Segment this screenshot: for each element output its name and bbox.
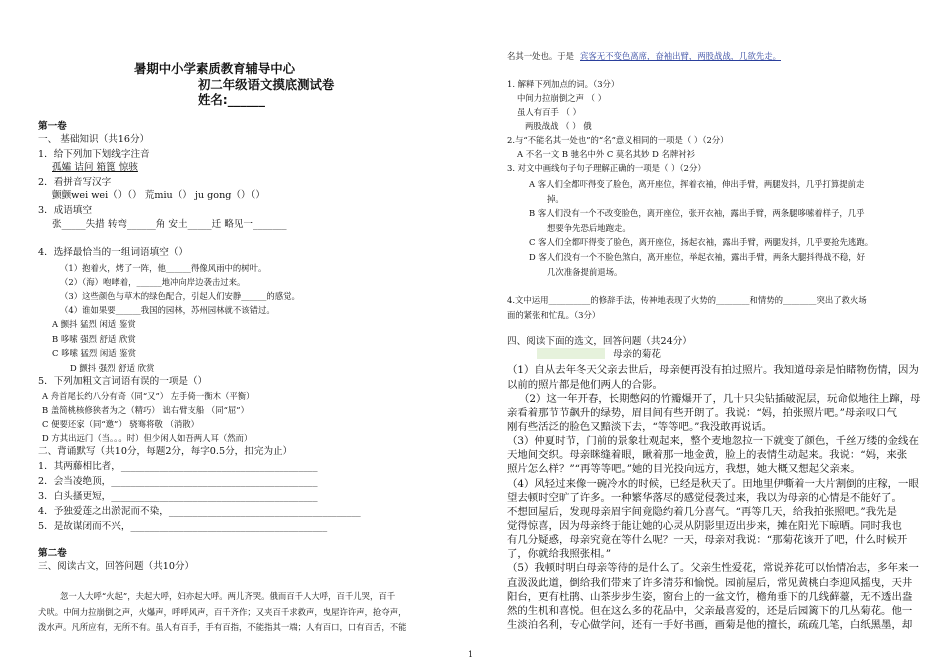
left-text-line: 3．成语填空	[38, 205, 93, 216]
left-text-line: 孤孀 诘问 箱篦 惊骇	[52, 162, 138, 173]
left-text-line: D 颤抖 强烈 舒适 欣赏	[70, 363, 155, 373]
right-text-line: 了，你就给我照张相。”	[507, 548, 612, 560]
right-text-line: 母亲的菊花	[613, 349, 661, 360]
left-text-line: 第二卷	[38, 548, 67, 559]
left-text-line: （1）抱着火，烤了一阵，他______得像风雨中的树叶。	[60, 263, 267, 273]
right-text-line: 两股战战 （ ） 俄	[525, 121, 592, 131]
right-text-line: （1）自从去年冬天父亲去世后，母亲便再没有拍过照片。我知道母亲是怕睹物伤情，因为	[507, 364, 919, 376]
right-text-line: 天地间交织。母亲眯缝着眼，瞅着那一地金黄，脸上的表情生动起来。我说：“妈，来张	[507, 449, 908, 461]
right-text-line: 以前的照片都是他们两人的合影。	[507, 379, 663, 391]
title-highlight	[537, 348, 605, 359]
left-text-line: 一、 基础知识（共16分）	[38, 134, 150, 145]
left-text-line: 二、背诵默写（共10分，每题2分，每字0.5分，扣完为止）	[38, 446, 293, 457]
left-text-line: 姓名:______	[198, 92, 265, 107]
page-number: 1	[468, 650, 474, 659]
left-text-line: 忽一人大呼“火起”，夫起大呼，妇亦起大呼。两儿齐哭。俄而百千人大呼，百千儿哭，百千	[60, 591, 396, 601]
left-text-line: B 盖简桃核修狭者为之（精巧） 诎右臂支船 （同“屈”）	[42, 405, 249, 415]
left-text-line: （4）谁如果要______我国的园林，苏州园林就不该错过。	[60, 305, 275, 315]
left-text-line: 4．选择最恰当的一组词语填空（）	[38, 247, 189, 258]
right-text-line: 想要争先恐后地跑走。	[547, 223, 631, 233]
left-text-line: A 颤抖 猛烈 闲适 鉴赏	[52, 319, 136, 329]
left-text-line: 1．给下列加下划线字注音	[38, 149, 150, 160]
left-text-line: 张_____失措 转弯______角 安土_____迁 略见一_______	[52, 219, 287, 230]
left-text-line: 5．下列加粗文言词语有误的一项是（）	[38, 376, 208, 387]
right-text-line: （3）仲夏时节，门前的景象壮观起来，整个麦地忽拉一下就变了颜色，千丝万缕的金线在	[507, 435, 919, 447]
left-text-line: 2．看拼音写汉字	[38, 177, 112, 188]
left-text-line: 1．其两藤相比者，_________________________________________	[38, 461, 318, 472]
right-text-line: 然的生机和喜悦。但在这么多的花品中，父亲最喜爱的，还是后园篱下的几丛菊花。他一	[507, 605, 913, 617]
right-text-line: 1. 解释下列加点的词。（3分）	[507, 79, 620, 89]
right-text-line: 宾客无不变色离席，奋袖出臂，两股战战，几欲先走。	[580, 51, 781, 61]
left-text-line: C 便要还家（同“邀”） 骁骞将敬 （消散）	[42, 419, 199, 429]
right-text-line: 3. 对文中画线句子句子理解正确的一项是（ ）（2分）	[507, 163, 706, 173]
right-text-line: 觉得惊喜，因为母亲终于能让她的心灵从阴影里迈出步来，摊在阳光下晾晒。同时我也	[507, 520, 902, 532]
left-text-line: 3．白头搔更短，___________________________________________	[38, 491, 318, 502]
left-text-line: （3）这些颜色与草木的绿色配合，引起人们安静______的感觉。	[60, 291, 300, 301]
left-text-line: 泼水声。凡所应有，无所不有。虽人有百手，手有百指，不能指其一端；人有百口，口有百舌，不能	[38, 622, 407, 632]
right-text-line: 2.与“不能名其一处也”的“名”意义相同的一项是（ ）（2分）	[507, 135, 729, 145]
right-text-line: A 不名一文 B 驰名中外 C 莫名其妙 D 名牌衬衫	[517, 149, 695, 159]
left-text-line: 2．会当凌绝顶，___________________________________________	[38, 476, 318, 487]
right-text-line: 不想回屋后，发现母亲眉宇间竟隐约着几分喜气。“再等几天，给我拍张照吧。”我先是	[507, 506, 897, 518]
right-text-line: C 客人们全都吓得变了脸色，离开座位，扬起衣袖，露出手臂，两腿发抖，几乎要抢先逃跑。	[529, 237, 874, 247]
right-text-line: 虽人有百手 （ ）	[517, 107, 581, 117]
right-text-line: （2）这一年开春，长期憋闷的竹瓣爆开了，几十只尖钻插破泥层，玩命似地往上蹿，母	[519, 393, 921, 405]
right-text-line: D 客人们没有一个不脸色煞白，离开座位，举起衣袖，露出手臂，两条大腿抖得战不稳，好	[529, 252, 865, 262]
left-text-line: 5．是故谋闭而不兴，_________________________________________	[38, 521, 328, 532]
right-text-line: B 客人们没有一个不改变脸色，离开座位，张开衣袖，露出手臂，两条腿哆嗦着样子，几乎	[529, 208, 865, 218]
right-text-line: 有几分疑惑，母亲究竟在等什么呢？一天，母亲对我说：“那菊花该开了吧，什么时候开	[507, 534, 908, 546]
right-text-line: 掉。	[547, 194, 564, 204]
right-text-line: 刚有些活泛的脸色又黯淡下去，“等等吧。”我没敢再说话。	[507, 421, 773, 433]
left-text-line: 初二年级语文摸底测试卷	[198, 77, 335, 92]
left-text-line: 暑期中小学素质教育辅导中心	[134, 61, 296, 76]
right-text-line: 几次准备提前退场。	[547, 267, 623, 277]
left-text-line: 第一卷	[38, 121, 67, 132]
right-text-line: 直汲汲此道，倒给我们带来了许多清芬和愉悦。园前屋后，常见黄桃白李迎风摇曳，天井	[507, 577, 913, 589]
right-text-line: 四、阅读下面的选文，回答问题（共24分）	[507, 336, 692, 347]
left-text-line: C 哆嗦 猛烈 闲适 鉴赏	[52, 348, 137, 358]
right-text-line: （5）我顿时明白母亲等待的是什么了。父亲生性爱花，常说养花可以怡情冶志，多年来一	[507, 562, 919, 574]
left-text-line: （2）（海）咆哮着，______地冲向岸边袭击过来。	[60, 277, 246, 287]
left-text-line: 犬吠。中间力拉崩倒之声，火爆声，呼呼风声，百千齐作；又夹百千求救声，曳屋许许声，抢夺声，	[38, 607, 407, 617]
right-text-line: 中间力拉崩倒之声 （ ）	[517, 93, 607, 103]
left-text-line: 三、阅读古文，回答问题（共10分）	[38, 561, 195, 572]
right-text-line: 亲看着那节节飙升的绿势，眉目间有些开朗了。我说：“妈，拍张照片吧。”母亲叹口气	[507, 407, 897, 419]
left-text-line: B 哆嗦 强烈 舒适 欣赏	[52, 334, 136, 344]
left-text-line: A 舟首尾长约八分有奇（同“又”） 左手倚一衡木（平衡）	[42, 391, 255, 401]
right-text-line: 生淡泊名利，专心做学问，还有一手好书画，画菊是他的擅长，疏疏几笔，白纸黑墨，却	[507, 619, 913, 631]
right-text-line: （4）风轻过来像一碗冷水的时候，已经是秋天了。田地里伊嘶着一大片割倒的庄稼，一眼	[507, 478, 919, 490]
right-text-line: 照片怎么样？”“再等等吧。”她的目光投向远方，我想，她大概又想起父亲来。	[507, 463, 861, 475]
right-text-line: 名其一处也。于是	[507, 51, 574, 61]
left-text-line: 颤颤wei wei（）（） 荒miu（） ju gong（）（）	[52, 190, 265, 201]
right-text-line: 阳台，更有杜鹃、山茶步步生姿，窗台上的一盆文竹，檐角垂下的几线藓薹，无不透出盎	[507, 591, 913, 603]
left-text-line: D 方其出远门（当。。。时）但少闲人如吾两人耳（然而）	[42, 433, 253, 443]
right-text-line: 4.文中运用__________的修辞手法，传神地表现了火势的________和情势的________突出了救火场	[507, 295, 867, 305]
right-text-line: 面的紧张和忙乱。（3分）	[507, 310, 601, 320]
right-text-line: 望去顿时空旷了许多。一种繁华落尽的感觉侵袭过来，我以为母亲的心情是不能好了。	[507, 492, 902, 504]
left-text-line: 4．予独爱莲之出淤泥而不染，________________________________________	[38, 506, 361, 517]
right-text-line: A 客人们全都吓得变了脸色，离开座位，挥着衣袖，伸出手臂，两腿发抖，几乎打算提前走	[529, 179, 865, 189]
